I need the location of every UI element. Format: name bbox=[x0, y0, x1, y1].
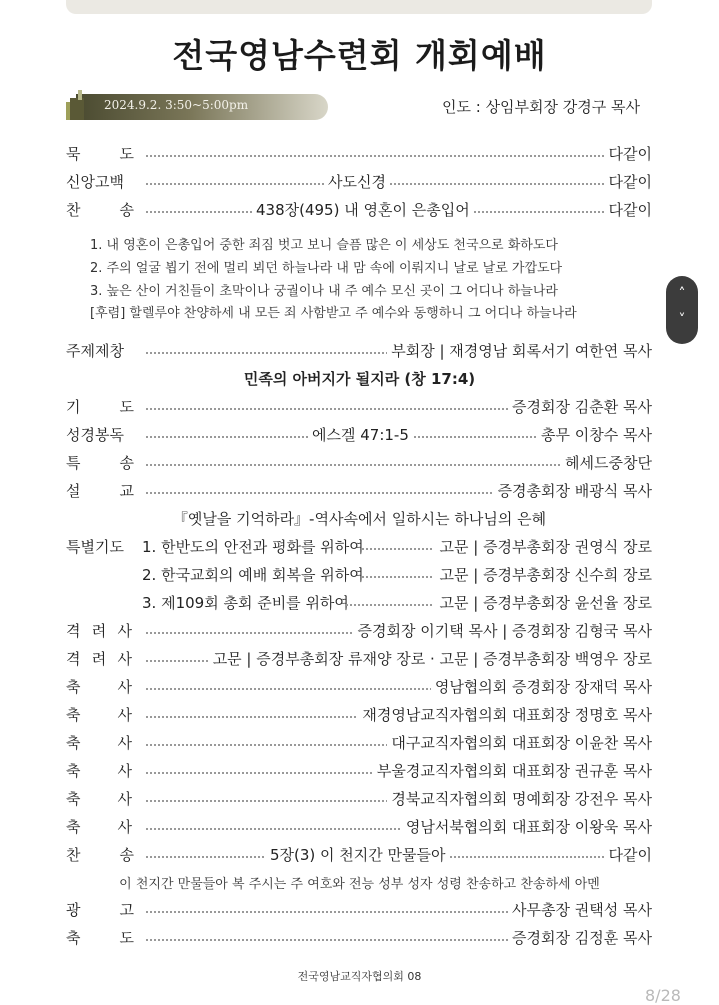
order-row-prayer bbox=[66, 396, 652, 420]
special-prayer-row-3 bbox=[66, 592, 652, 616]
order-row-benediction bbox=[66, 927, 652, 951]
hymn-verse: 3. 높은 산이 거친들이 초막이나 궁궐이나 내 주 예수 모신 곳이 그 어디나 하늘나라 bbox=[90, 284, 558, 299]
order-right: 대구교직자협의회 대표회장 이윤찬 목사 bbox=[387, 732, 652, 753]
order-row-hymn-2 bbox=[66, 844, 652, 868]
order-middle: 사도신경 bbox=[324, 171, 390, 192]
order-right: 다같이 bbox=[605, 199, 652, 220]
hymn-2-line: 이 천지간 만물들아 복 주시는 주 여호와 전능 성부 성자 성령 찬송하고 찬송하세 아멘 bbox=[119, 877, 600, 892]
order-label: 격 려 사 bbox=[66, 650, 132, 668]
order-label: 격 려 사 bbox=[66, 622, 132, 640]
order-row-sermon bbox=[66, 480, 652, 504]
order-row-announcements bbox=[66, 899, 652, 923]
sermon-title: 『옛날을 기억하라』-역사속에서 일하시는 하나님의 은혜 bbox=[172, 510, 547, 528]
order-right: 헤세드중창단 bbox=[561, 452, 652, 473]
order-label: 축 사 bbox=[66, 706, 132, 724]
prayer-person: 고문 | 증경부총회장 윤선율 장로 bbox=[436, 592, 653, 613]
prayer-topic: 2. 한국교회의 예배 회복을 위하여 bbox=[142, 566, 364, 584]
hymn-verse: 2. 주의 얼굴 뵙기 전에 멀리 뵈던 하늘나라 내 맘 속에 이뤄지니 날로 날로 가깝도다 bbox=[90, 261, 563, 276]
order-middle: 에스겔 47:1-5 bbox=[308, 424, 413, 445]
prayer-topic: 1. 한반도의 안전과 평화를 위하여 bbox=[142, 538, 364, 556]
order-right: 경북교직자협의회 명예회장 강전우 목사 bbox=[387, 788, 652, 809]
order-right: 다같이 bbox=[605, 143, 652, 164]
order-label: 성경봉독 bbox=[66, 426, 124, 444]
order-row-special-song bbox=[66, 452, 652, 476]
special-prayer-row-2 bbox=[66, 564, 652, 588]
order-right: 증경회장 이기택 목사 | 증경회장 김형국 목사 bbox=[354, 620, 652, 641]
order-right: 다같이 bbox=[605, 171, 652, 192]
special-prayer-row-1 bbox=[66, 536, 652, 560]
order-row-creed bbox=[66, 171, 652, 195]
order-row-congratulation bbox=[66, 816, 652, 840]
order-right: 총무 이창수 목사 bbox=[537, 424, 652, 445]
page-footer: 전국영남교직자협의회 08 bbox=[297, 970, 422, 983]
order-label: 기 도 bbox=[66, 398, 134, 416]
order-label: 신앙고백 bbox=[66, 173, 124, 191]
order-right: 증경총회장 배광식 목사 bbox=[494, 480, 652, 501]
order-label: 축 사 bbox=[66, 678, 132, 696]
order-label: 묵 도 bbox=[66, 145, 134, 163]
prayer-topic: 3. 제109회 총회 준비를 위하여 bbox=[142, 594, 349, 612]
order-row-theme-declaration bbox=[66, 340, 652, 364]
order-row-encouragement bbox=[66, 648, 652, 672]
order-label: 주제제창 bbox=[66, 342, 124, 360]
order-right: 사무총장 권택성 목사 bbox=[508, 899, 652, 920]
order-label: 설 교 bbox=[66, 482, 134, 500]
top-decor-band bbox=[66, 0, 652, 14]
order-label: 축 사 bbox=[66, 734, 132, 752]
order-right: 영남협의회 증경회장 장재덕 목사 bbox=[431, 676, 652, 697]
order-right: 고문 | 증경부총회장 류재양 장로 · 고문 | 증경부총회장 백영우 장로 bbox=[209, 648, 652, 669]
order-label: 축 사 bbox=[66, 762, 132, 780]
order-label: 축 사 bbox=[66, 818, 132, 836]
prayer-person: 고문 | 증경부총회장 권영식 장로 bbox=[436, 536, 653, 557]
order-right: 영남서북협의회 대표회장 이왕욱 목사 bbox=[402, 816, 652, 837]
order-right: 증경회장 김정훈 목사 bbox=[508, 927, 652, 948]
hymn-verse: [후렴] 할렐루야 찬양하세 내 모든 죄 사함받고 주 예수와 동행하니 그 어디나 하늘나라 bbox=[90, 306, 577, 321]
order-row-encouragement bbox=[66, 620, 652, 644]
order-row-congratulation bbox=[66, 788, 652, 812]
order-row-congratulation bbox=[66, 732, 652, 756]
date-banner bbox=[66, 88, 328, 120]
order-right: 증경회장 김춘환 목사 bbox=[508, 396, 652, 417]
page-title: 전국영남수련회 개회예배 bbox=[172, 36, 547, 75]
theme-text: 민족의 아버지가 될지라 (창 17:4) bbox=[243, 370, 476, 388]
order-label: 광 고 bbox=[66, 901, 134, 919]
chevron-down-icon[interactable]: ˅ bbox=[678, 312, 686, 328]
order-middle: 5장(3) 이 천지간 만물들아 bbox=[266, 844, 450, 865]
order-row-hymn bbox=[66, 199, 652, 223]
chevron-up-icon[interactable]: ˄ bbox=[678, 286, 686, 302]
order-row-congratulation bbox=[66, 704, 652, 728]
hymn-verse: 1. 내 영혼이 은총입어 중한 죄짐 벗고 보니 슬픔 많은 이 세상도 천국으로 화하도다 bbox=[90, 238, 558, 253]
order-middle: 438장(495) 내 영혼이 은총입어 bbox=[252, 199, 474, 220]
order-row-congratulation bbox=[66, 676, 652, 700]
page-counter: 8/28 bbox=[645, 986, 681, 1005]
order-label: 축 도 bbox=[66, 929, 134, 947]
order-label: 특별기도 bbox=[66, 538, 124, 556]
service-date: 2024.9.2. 3:50~5:00pm bbox=[104, 98, 249, 112]
order-label: 축 사 bbox=[66, 790, 132, 808]
order-right: 다같이 bbox=[605, 844, 652, 865]
order-row-scripture bbox=[66, 424, 652, 448]
page-scroll-control[interactable] bbox=[666, 276, 698, 344]
order-label: 찬 송 bbox=[66, 846, 134, 864]
prayer-person: 고문 | 증경부총회장 신수희 장로 bbox=[436, 564, 653, 585]
order-right: 부회장 | 재경영남 회록서기 여한연 목사 bbox=[387, 340, 652, 361]
order-label: 찬 송 bbox=[66, 201, 134, 219]
order-label: 특 송 bbox=[66, 454, 134, 472]
book-icon bbox=[66, 90, 84, 118]
service-leader: 인도 : 상임부회장 강경구 목사 bbox=[442, 98, 641, 116]
order-right: 부울경교직자협의회 대표회장 권규훈 목사 bbox=[373, 760, 652, 781]
order-row-silent-prayer bbox=[66, 143, 652, 167]
order-row-congratulation bbox=[66, 760, 652, 784]
order-right: 재경영남교직자협의회 대표회장 정명호 목사 bbox=[358, 704, 652, 725]
